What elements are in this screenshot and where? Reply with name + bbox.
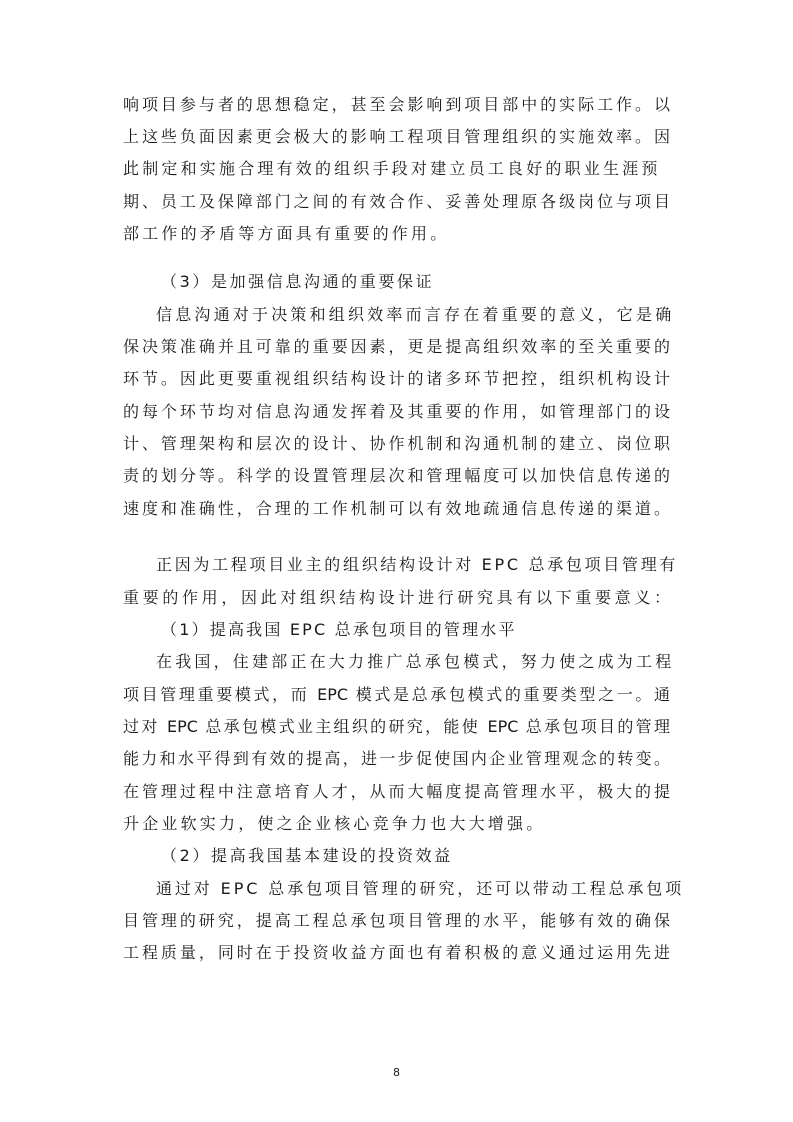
- text-line: 升企业软实力，使之企业核心竞争力也大大增强。: [123, 814, 546, 833]
- text-line: 责的划分等。科学的设置管理层次和管理幅度可以加快信息传递的: [123, 466, 670, 485]
- text-line: 的每个环节均对信息沟通发挥着及其重要的作用，如管理部门的设: [123, 402, 670, 421]
- text-line: 项目管理重要模式，而 EPC 模式是总承包模式的重要类型之一。通: [123, 685, 670, 704]
- text-line: 计、管理架构和层次的设计、协作机制和沟通机制的建立、岗位职: [123, 434, 670, 453]
- text-line: 在管理过程中注意培育人才，从而大幅度提高管理水平，极大的提: [123, 782, 670, 801]
- text-line: 重要的作用，因此对组织结构设计进行研究具有以下重要意义：: [123, 588, 670, 607]
- page-number: 8: [393, 1066, 400, 1079]
- text-line: 能力和水平得到有效的提高，进一步促使国内企业管理观念的转变。: [123, 749, 670, 768]
- text-line: 信息沟通对于决策和组织效率而言存在着重要的意义，它是确: [156, 305, 675, 324]
- section-heading: （1）提高我国 EPC 总承包项目的管理水平: [161, 620, 517, 639]
- text-line: 目管理的研究，提高工程总承包项目管理的水平，能够有效的确保: [123, 911, 670, 930]
- text-line: 过对 EPC 总承包模式业主组织的研究，能使 EPC 总承包项目的管理: [123, 717, 670, 736]
- text-line: 工程质量，同时在于投资收益方面也有着积极的意义通过运用先进: [123, 943, 670, 962]
- text-line: 保决策准确并且可靠的重要因素，更是提高组织效率的至关重要的: [123, 337, 670, 356]
- text-line: 速度和准确性，合理的工作机制可以有效地疏通信息传递的渠道。: [123, 499, 670, 518]
- text-line: 此制定和实施合理有效的组织手段对建立员工良好的职业生涯预: [123, 159, 661, 178]
- text-line: 上这些负面因素更会极大的影响工程项目管理组织的实施效率。因: [123, 127, 670, 146]
- section-heading: （2）提高我国基本建设的投资效益: [161, 846, 453, 865]
- text-line: 环节。因此更要重视组织结构设计的诸多环节把控，组织机构设计: [123, 369, 670, 388]
- text-line: 响项目参与者的思想稳定，甚至会影响到项目部中的实际工作。以: [123, 95, 670, 114]
- text-line: 部工作的矛盾等方面具有重要的作用。: [123, 224, 450, 243]
- text-line: 正因为工程项目业主的组织结构设计对 EPC 总承包项目管理有: [156, 555, 679, 574]
- text-line: 在我国，住建部正在大力推广总承包模式，努力使之成为工程: [156, 652, 675, 671]
- text-line: 通过对 EPC 总承包项目管理的研究，还可以带动工程总承包项: [156, 879, 685, 898]
- text-line: 期、员工及保障部门之间的有效合作、妥善处理原各级岗位与项目: [123, 192, 670, 211]
- section-heading: （3）是加强信息沟通的重要保证: [161, 272, 435, 291]
